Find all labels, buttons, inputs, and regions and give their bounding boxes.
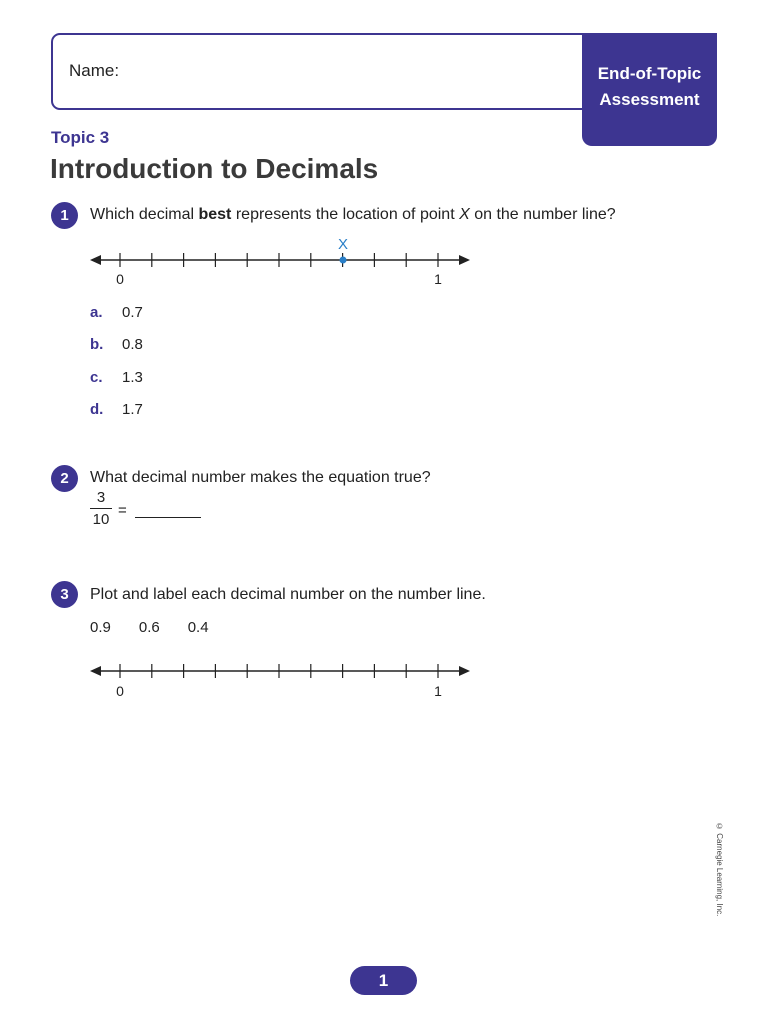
option-value: 0.7 — [122, 304, 143, 321]
option-value: 0.8 — [122, 336, 143, 353]
decimal-value: 0.6 — [138, 619, 160, 636]
tab-line-1: End-of-Topic — [597, 63, 702, 83]
q1-text-before: Which decimal — [90, 206, 199, 223]
question-3-text: Plot and label each decimal number on the number line. — [90, 586, 486, 603]
tick-label-1: 1 — [434, 683, 442, 699]
question-1-number: 1 — [51, 202, 78, 229]
option-letter: a. — [90, 304, 103, 321]
decimal-value: 0.4 — [187, 619, 209, 636]
q1-text-mid: represents the location of point — [231, 206, 460, 223]
option-letter: d. — [90, 401, 104, 418]
tick-label-0: 0 — [116, 683, 124, 699]
question-2-number: 2 — [51, 465, 78, 492]
q1-text-after: on the number line? — [469, 206, 616, 223]
question-3-number: 3 — [51, 581, 78, 608]
option-letter: b. — [90, 336, 104, 353]
point-x-label: X — [337, 236, 349, 253]
page-number: 1 — [350, 966, 417, 995]
decimal-value: 0.9 — [90, 619, 111, 636]
arrow-right-icon — [459, 666, 470, 676]
question-2-text: What decimal number makes the equation true? — [90, 469, 431, 486]
fraction-numerator: 3 — [90, 489, 112, 509]
page-title: Introduction to Decimals — [50, 153, 379, 184]
tab-line-2: Assessment — [599, 89, 700, 109]
equals-sign: = — [118, 502, 127, 519]
option-letter: c. — [90, 369, 103, 386]
name-label: Name: — [69, 61, 120, 80]
tick-label-0: 0 — [116, 271, 124, 287]
copyright-text: © Carnegie Learning, Inc. — [715, 822, 724, 917]
q1-text-bold: best — [198, 206, 232, 223]
fraction-denominator: 10 — [92, 511, 110, 528]
q1-text-italic: X — [459, 206, 470, 223]
arrow-left-icon — [90, 666, 101, 676]
tick-label-1: 1 — [434, 271, 442, 287]
option-value: 1.3 — [122, 369, 143, 386]
topic-label: Topic 3 — [51, 128, 110, 147]
option-value: 1.7 — [122, 401, 143, 418]
